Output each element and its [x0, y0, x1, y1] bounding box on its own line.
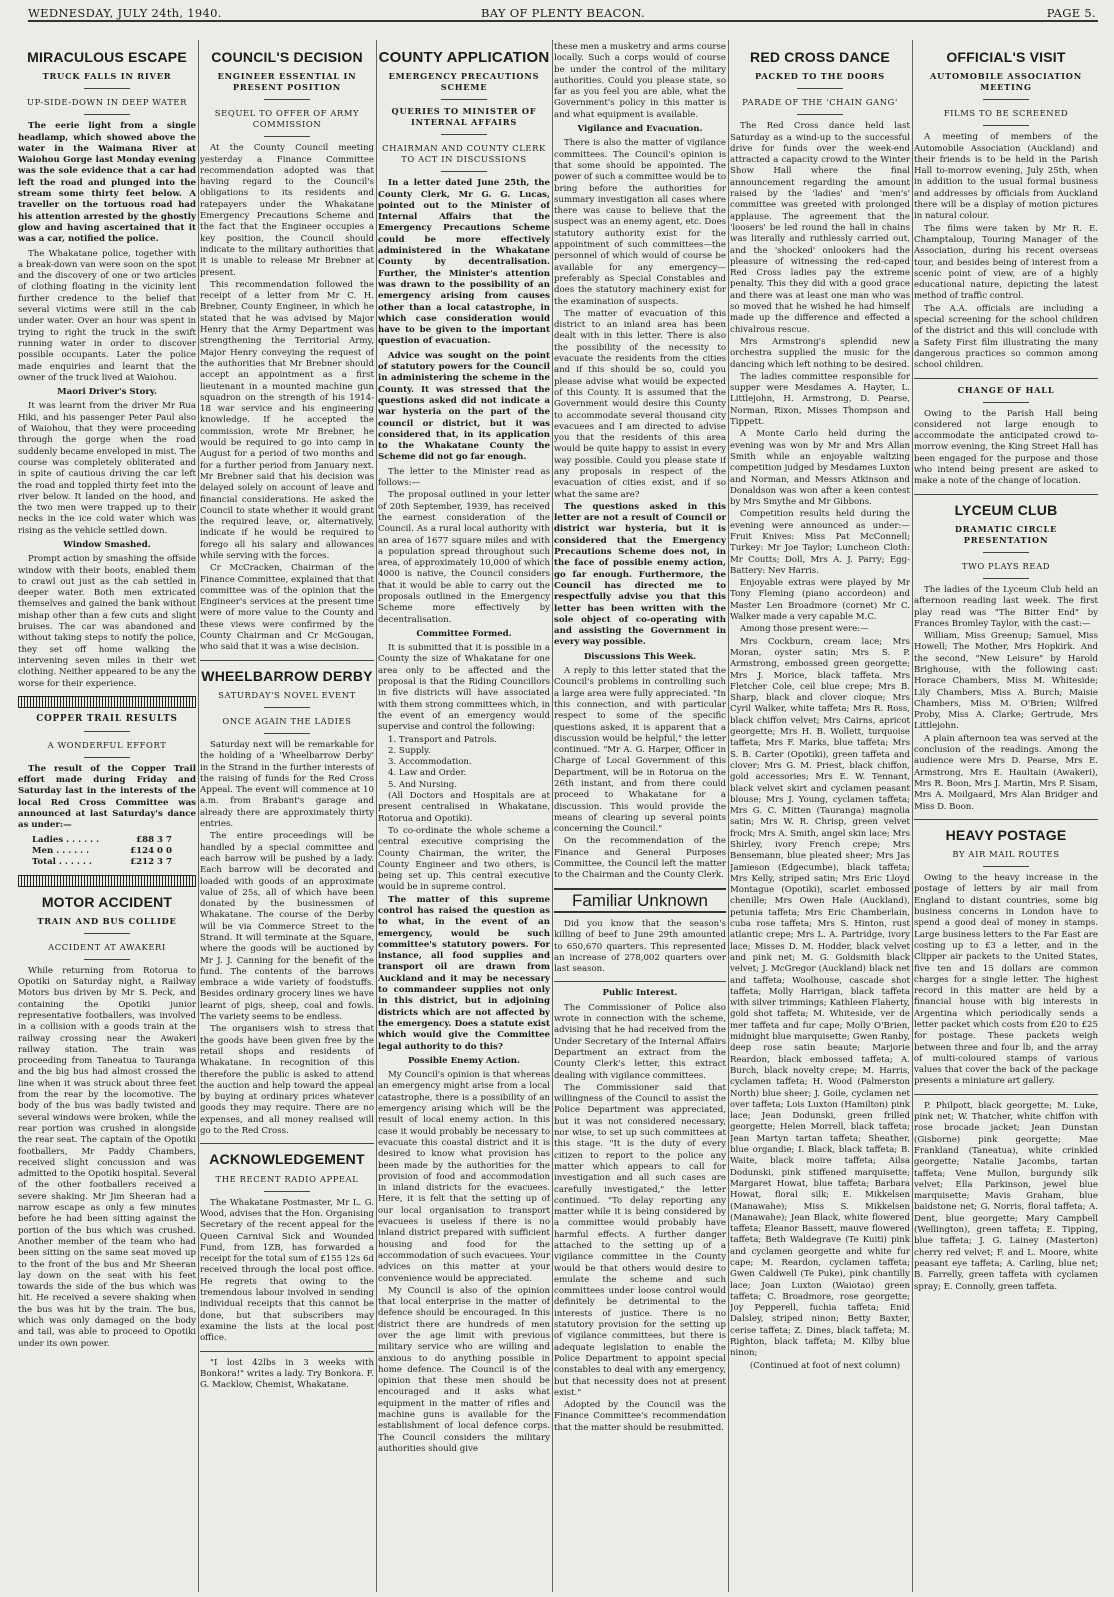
lead-paragraph: Advice was sought on the point of statutory powers for the Council in administering the scheme in the County. It was stressed that the questions asked did not indicate a war hysteria on the part of the council or district, but it was considered that, in its application to the Whakatane County the Scheme did not go far enough.: [378, 350, 550, 463]
paragraph: My Council's opinion is that whereas an emergency might arise from a local catastrophe, there is a possibility of an emergency arising which will be the result of local enemy action. In this case it would probably be necessary to evacuate this coastal district and it is desired to know what provision has been made by the authorities for the provision of food and accommodation in inland districts for the evacuees. Here, it is felt that the setting up of our local organisation to transport evacuees is useless if there is no inland district prepared with sufficient housing and food for the accommodation of such evacuees. Your advices on this matter at your convenience would be appreciated.: [378, 1070, 550, 1284]
paragraph: The Whakatane Postmaster, Mr L. G. Wood, advises that the Hon. Organising Secretary of the recent appeal for the Queen Carnival Sick and Wounded Fund, from 1ZB, has forwarded a receipt for the total sum of £155 12s 6d received through the local post office. He regrets that owing to the tremendous labour involved in sending individual receipts that this cannot be done, but that subscribers may examine the lists at the local post office.: [200, 1197, 374, 1344]
column-3: [378, 42, 550, 1592]
paragraph: P. Philpott, black georgette; M. Luke, pink net; W. Thatcher, white chiffon with rose brocade jacket; Jean Dunstan (Gisborne) pink georgette; Mae Frankland (Taneatua), white crinkled georgette; Natalie Jacombs, tartan taffeta; Vene Mullon, burgundy silk velvet; Ella Parkinson, jewel blue marquisette; Mavis Graham, blue baidstone net; G. Norris, floral taffeta; A. Dent, blue georgette; Mary Campbell (Wellington), green taffeta; E. Tipping, blue taffeta; J. G. Lainey (Masterton) cherry red velvet; F. and L. Moore, white peasant eye taffeta; A. Carling, blue net; B. Farrelly, green taffeta with cyclamen spray; E. Connolly, green taffeta.: [914, 1100, 1098, 1292]
divider: [264, 1191, 310, 1192]
paragraph: Prompt action by smashing the offside window with their boots, enabled them to crawl out just as the cab settled in deeper water. Both men extricated themselves and gained the bank without mishap other than a few cuts and slight bruises. The car was abandoned and without taking steps to notify the police, they set off home walking the intervening seven miles in their wet clothing. Neither appeared to be any the worse for their experience.: [18, 554, 196, 689]
masthead: BAY OF PLENTY BEACON.: [480, 6, 645, 20]
paragraph: The Commissioner said that willingness of the Council to assist the Police Department was appreciated, but it was not considered necessary, nor wise, to set up such committees at this stage. "It is the duty of every citizen to report to the police any matter which appears to call for investigation and all such cases are carefully investigated," the letter continued. "To delay reporting any matter while it is being considered by a committee would probably have harmful effects. A further danger attached to the setting up of a vigilance committee in the County would be that others would desire to emulate the scheme and such committees under loose control would definitely be detrimental to the interests of justice. There is no statutory provision for the setting up of vigilance committees, but there is adequate legislation to enable the Police Department to appoint special constables to deal with any emergency, but that necessity does not at present exist.": [554, 1082, 726, 1398]
headline-miraculous-escape: MIRACULOUS ESCAPE: [27, 49, 187, 65]
paragraph: Adopted by the Council was the Finance Committee's recommendation that the matter should be resubmitted.: [554, 1400, 726, 1433]
paragraph: Among those present were:—: [740, 624, 869, 635]
subhead: ACCIDENT AT AWAKERI: [48, 941, 166, 952]
subhead: UP-SIDE-DOWN IN DEEP WATER: [26, 97, 188, 108]
paragraph: The A.A. officials are including a special screening for the school children of the district and this will conclude with a Safety First film illustrating the many dangerous practices so common among school children.: [914, 303, 1098, 371]
headline-councils-decision: COUNCIL'S DECISION: [211, 49, 363, 65]
paragraph: It was learnt from the driver Mr Rua Hiki, and his passenger Peter Paul also of Waiohou, that they were proceeding through the gorge when the road suddenly became enveloped in mist. The course was completely obliterated and in spite of cautious driving the car left the road and toppled thirty feet into the river below. It landed on the hood, and the two men were trapped up to their necks in the ice cold water which was rising as the vehicle settled down.: [18, 401, 196, 536]
column-5: [730, 42, 910, 1592]
paragraph: It is submitted that it is possible in a County the size of Whakatane for one area only to be affected and the proposal is that the Riding Councillors in five districts will have associated with them strong committees which, in the event of an emergency would supervise and control the following:: [378, 643, 550, 733]
headline-lyceum-club: LYCEUM CLUB: [954, 501, 1058, 518]
paragraph: This recommendation followed the receipt of a letter from Mr C. H. Brebner, County Engineer, in which he stated that he was advised by Major Henry that the Army Department was strengthening the Territorial Army, Major Henry conveying the request of the authorities that Mr Brebner should accept an appointment as a first lieutenant in a mounted machine gun squadron on the strength of his 1914-18 war service and his engineering knowledge. If he accepted the commission, wrote Mr Brebner, he would be required to go into camp in August for a period of two months and for a further period from January next. Mr Brebner said that his decision was delayed solely on account of leave and financial considerations. He asked the Council to state whether it would grant the required leave, or, alternatively, indicate if he would be required to forego all his salary and allowances while serving with the forces.: [200, 279, 374, 561]
divider: [84, 731, 130, 732]
paragraph: The ladies committee responsible for supper were Mesdames A. Hayter, L. Littlejohn, H. Armstrong, D. Pearse, Norman, Rixon, Misses Thompson and Tippett.: [730, 371, 910, 428]
headline-red-cross-dance: RED CROSS DANCE: [750, 49, 890, 65]
column-rule: [376, 40, 377, 1592]
headline-change-of-hall: CHANGE OF HALL: [957, 384, 1055, 395]
subhead: CHAIRMAN AND COUNTY CLERK TO ACT IN DISCUSSIONS: [382, 143, 546, 165]
headline-motor-accident: MOTOR ACCIDENT: [41, 893, 173, 910]
column-2: [200, 42, 374, 1592]
divider: [84, 114, 130, 115]
divider: [264, 136, 310, 137]
divider: [441, 171, 487, 172]
divider: [84, 959, 130, 960]
section-heading: Maori Driver's Story.: [57, 387, 157, 398]
headline-officials-visit: OFFICIAL'S VISIT: [946, 49, 1066, 65]
paragraph: these men a musketry and arms course locally. Such a corps would of course be under the control of the military authorities. Could you please state, so far as you feel you are able, what the Government's policy in this matter is and what equipment is available.: [554, 42, 726, 120]
section-heading: Possible Enemy Action.: [407, 1055, 521, 1066]
divider: [264, 733, 310, 734]
divider: [264, 707, 310, 708]
subhead: TRUCK FALLS IN RIVER: [42, 71, 172, 82]
section-heading: Committee Formed.: [416, 628, 512, 639]
lead-paragraph: The matter of this supreme control has raised the question as to what, in the event of an emergency, would be such committee's statutory powers. For instance, all food supplies and transport oil are drawn from Auckland and it may be necessary to commandeer supplies not only in this district, but in adjoining districts which are not affected by the emergency. Does a statute exist which would give the Committee legal authority to do this?: [378, 894, 550, 1052]
divider: [983, 552, 1029, 553]
lead-paragraph: The questions asked in this letter are not a result of Council or district war hysteria, but it is considered that the Emergency Precautions Scheme does not, in the face of possible enemy action, go far enough. Furthermore, the Council has directed me to respectfully advise you that this letter has been written with the sole object of co-operating with and assisting the Government in every way possible.: [554, 501, 726, 648]
divider: [983, 402, 1029, 403]
divider: [914, 819, 1098, 820]
paragraph: While returning from Rotorua to Opotiki on Saturday night, a Railway Motors bus driven by Mr S. Peck, and containing the Opotiki junior representative footballers, was involved in a collision with a goods train at the railway crossing near the Awakeri railway station. The train was proceeding from Taneatua to Tauranga and the big bus had almost crossed the line when it was struck about three feet from the rear by the locomotive. The body of the bus was badly twisted and several windows were broken, while the rear portion was crushed in alongside the rear seat. The captain of the Opotiki footballers, Mr Paddy Chambers, received slight concussion and was admitted to the Opotiki hospital. Several of the other footballers received a severe shaking. Mr Jim Sheeran had a narrow escape as only a few minutes before he had been sitting against the portion of the bus which was crushed. Another member of the team who had been sitting on the same seat moved up to the front of the bus and Mr Sheeran lay down on the seat with his feet towards the side of the bus which was hit. He received a severe shaking when the bus was hit by the train. The bus, which was only damaged on the body and tail, was able to proceed to Opotiki under its own power.: [18, 965, 196, 1349]
divider: [983, 125, 1029, 126]
column-rule: [728, 40, 729, 1592]
divider: [914, 1094, 1098, 1095]
paragraph: Cr McCracken, Chairman of the Finance Committee, explained that that committee was of the opinion that the Engineer's services at the present time were of more value to the County and these views were confirmed by the County Chairman and Cr McGougan, who said that it was a wise decision.: [200, 563, 374, 653]
divider: [264, 99, 310, 100]
paragraph: The entire proceedings will be handled by a special committee and each barrow will be pushed by a lady. Each barrow will be decorated and loaded with goods of an approximate value of 25s, all of which have been donated by the businessmen of Whakatane. The course of the Derby will be via Commerce Street to the Strand. It will terminate at the Square, where the goods will be auctioned by Mr J. J. Canning for the benefit of the fund. The contents of the barrows embrace a wide variety of foodstuffs. Besides ordinary grocery lines we have learnt of pigs, sheep, coal and fowls. The variety seems to be endless.: [200, 831, 374, 1023]
section-heading: Vigilance and Evacuation.: [577, 124, 703, 135]
table-row: Men . . . . . . £124 0 0: [32, 845, 172, 856]
paragraph: The organisers wish to stress that the goods have been given free by the retail shops and residents of Whakatane. In recognition of this therefore the public is asked to attend the auction and help toward the appeal by buying at ordinary prices whatever goods they may require. There are no expenses, and all money realised will go to the Red Cross.: [200, 1024, 374, 1137]
divider: [554, 981, 726, 982]
paragraph: A reply to this letter stated that the Council's problems in controlling such a large area were fully appreciated. "In this connection, and with particular respect to some of the specific questions asked, it is apparent that a discussion would be helpful," the letter continued. "Mr A. G. Harper, Officer in Charge of Local Government of this Department, will be in Rotorua on the 26th instant, and from there could proceed to Whakatane for a discussion. This would provide the means of clearing up several points concerning the Council.": [554, 666, 726, 835]
numbered-list: [378, 735, 550, 791]
paragraph: On the recommendation of the Finance and General Purposes Committee, the Council left the matter to the Chairman and the County Clerk.: [554, 836, 726, 881]
divider: [200, 660, 374, 661]
list-item: 3. Accommodation.: [388, 757, 472, 768]
ornamental-band: [18, 875, 196, 887]
divider: [200, 1351, 374, 1352]
paragraph: The Commissioner of Police also wrote in connection with the scheme, advising that he had received from the Under Secretary of the Internal Affairs Department an extract from the County Clerk's letter, this extract dealing with vigilance committees.: [554, 1002, 726, 1081]
paragraph: Enjoyable extras were played by Mr Tony Fleming (piano accordeon) and Master Len Broadmore (cornet) Mr C. Walker made a very capable M.C.: [730, 578, 910, 623]
paragraph: Owing to the heavy increase in the postage of letters by air mail from England to distant countries, some big business concerns in London have to spend a good deal of money in stamps. Large business letters to the Far East are costing up to £3 a letter, and in the Clipper air packets to the United States, five ten and 15 dollars are common charges for a single letter. The highest record in this matter are held by a financial house with big interests in Argentina which periodically sends a letter packet which costs from £20 to £25 for postage. These packets weigh between three and four lb, and the array of multi-coloured stamps of various values that cover the back of the package presents a miniature art gallery.: [914, 873, 1098, 1087]
divider: [983, 578, 1029, 579]
paragraph: The ladies of the Lyceum Club held an afternoon reading last week. The first play read was "The Bitter End" by Frances Bromley Taylor, with the cast:—: [914, 584, 1098, 629]
headline-acknowledgement: ACKNOWLEDGEMENT: [209, 1151, 365, 1168]
divider: [84, 933, 130, 934]
subhead: AUTOMOBILE ASSOCIATION MEETING: [929, 71, 1083, 93]
lead-paragraph: The result of the Copper Trail effort made during Friday and Saturday last in the interests of the local Red Cross Committee was announced at last Saturday's dance as under:—: [18, 763, 196, 831]
table-row: Total . . . . . . £212 3 7: [32, 857, 172, 868]
subhead: PARADE OF THE 'CHAIN GANG': [742, 97, 898, 108]
subhead: DRAMATIC CIRCLE PRESENTATION: [954, 523, 1058, 545]
continuation-note: (Continued at foot of next column): [749, 1360, 901, 1371]
divider: [914, 378, 1098, 379]
paragraph: Saturday next will be remarkable for the holding of a 'Wheelbarrow Derby' in the Strand in the further interests of the raising of funds for the Red Cross Appeal. The event will commence at 10 a.m. from Brabant's garage and already there are approximately thirty entries.: [200, 739, 374, 830]
divider: [797, 88, 843, 89]
results-table: [18, 835, 196, 869]
advertisement: "I lost 42lbs in 3 weeks with Bonkora!" writes a lady. Try Bonkora. F. G. Macklow, Chemist, Whakatane.: [200, 1357, 374, 1391]
paragraph: Competition results held during the evening were announced as under:—Fruit Knives: Miss Pat McConnell; Turkey: Mr Joe Taylor; Luncheon Cloth: Mr Coutts; Doll, Mrs A. J. Parry; Egg-Battery: Nev Harris.: [730, 509, 910, 576]
lead-paragraph: The eerie light from a single headlamp, which showed above the water in the Waimana River at Waiohou Gorge last Monday evening was the sole evidence that a car had left the road and plunged into the stream some thirty feet below. A traveller on the tortuous road had his attention arrested by the ghostly glow and having ascertained that it was a car, notified the police.: [18, 121, 196, 245]
table-row: Ladies . . . . . . £88 3 7: [32, 834, 172, 845]
headline-wheelbarrow-derby: WHEELBARROW DERBY: [201, 667, 373, 684]
headline-copper-trail: COPPER TRAIL RESULTS: [36, 713, 178, 724]
subhead: FILMS TO BE SCREENED: [943, 108, 1069, 119]
page-header: [28, 4, 1098, 22]
paragraph: Did you know that the season's killing of beef to June 29th amounted to 650,670 quarters. This represented an increase of 278,002 quarters over last season.: [554, 918, 726, 975]
subhead: ONCE AGAIN THE LADIES: [222, 715, 352, 726]
paragraph: The Whakatane police, together with a break-down van were soon on the spot and the discovery of one or two articles of clothing floating in the vicinity lent further credence to the belief that several victims were still in the cab under water. Over an hour was spent in trying to right the truck in the swift running water in order to discover possible occupants. Later the police made enquiries and learnt that the owner of the truck lived at Waiohou.: [18, 248, 196, 383]
divider: [914, 494, 1098, 495]
lead-paragraph: In a letter dated June 25th, the County Clerk, Mr G. G. Lucas, pointed out to the Minister of Internal Affairs that the Emergency Precautions Scheme could be more effectively administered in the Whakatane County by decentralisation. Further, the Minister's attention was drawn to the possibility of an emergency arising from causes other than a local catastrophe, in which case consideration would have to be given to the important question of evacuation.: [378, 178, 550, 347]
page-number: PAGE 5.: [1046, 6, 1096, 20]
divider: [983, 99, 1029, 100]
subhead: PACKED TO THE DOORS: [754, 71, 885, 82]
divider: [983, 866, 1029, 867]
paragraph: A plain afternoon tea was served at the conclusion of the readings. Among the audience were Mrs D. Pearse, Mrs E. Armstrong, Mrs E. Haultain (Awakeri), Mrs R. Boon, Mrs J. Martin, Mrs P. Sisam, Mrs A. Moilgaard, Mrs Alan Bridger and Miss D. Boon.: [914, 733, 1098, 812]
divider: [84, 88, 130, 89]
divider: [441, 134, 487, 135]
column-rule: [912, 40, 913, 1592]
paragraph: The Red Cross dance held last Saturday as a wind-up to the successful drive for funds over the week-end attracted a capacity crowd to the Winter Show Hall where the final announcement regarding the amount raised by the 'ladies' and 'men's' committee was greeted with prolonged applause. The agreement that the 'loosers' be led round the hall in chains was literally and ruthlessly carried out, and the 'shocked' onlookers had the pleasure of witnessing the red-caped Red Cross ladies pay the extreme penalty. This they did with a good grace and there was at least one man who was so moved that he wished he had himself made up the difference and effected a chivalrous rescue.: [730, 121, 910, 335]
subhead: ENGINEER ESSENTIAL IN PRESENT POSITION: [217, 71, 357, 93]
divider: [441, 99, 487, 100]
paragraph: Mrs Cockburn, cream lace; Mrs Moran, oyster satin; Mrs S. P. Armstrong, embossed green georgette; Mrs J. Morice, black taffeta. Mrs Fletcher Cole, ceil blue crepe; Mrs B. Sharp, black and clover cloque; Mrs Cyril Walker, white taffeta; Mrs R. Ross, black chiffon velvet; Mrs Cairns, apricot georgette; Mrs H. B. Wollett, turquoise taffeta; Mrs F. Marks, blue taffeta; Mrs S. B. Carter (Opotiki), green taffeta and clover; Mrs G. M. Priest, black chiffon, gold accessories; Mrs E. W. Tennant, black velvet skirt and cyclamen peasant blouse; Mrs J. Young, cyclamen taffeta; Mrs G. C. Mitten (Tauranga) magnolia satin; Mrs W. R. Chrisp, green velvet frock; Mrs A. Smith, angel skin lace; Mrs Shirley, ivory French crepe; Mrs Bensemann, blue pleated sheer; Mrs Jas Jamieson (Edgecumbe), black taffeta; Mrs Kelly, striped satin; Mrs Eric Lloyd Montague (Opotiki), scarlet embossed chenille; Mrs Owen Hale (Auckland), petunia taffeta; Mrs Eric Chamberlain, cuba rose taffeta; Mrs S. Hinton, rust atlantic crepe; Mrs L. A. Partridge, ivory lace; Misses D. M. Hodder, black velvet and pink net; M. G. Goldsmith black velvet; J. McGregor (Auckland) black net and taffeta; Woolhouse, cascade shot taffeta; Molly Harrigan, black taffeta with silver trimmings; Kathleen Flaherty, gold shot taffeta; M. Whiteside, ver de mer taffeta and fur cape; Molly O'Brien, midnight blue marquisette; Gwen Ranby, deep rose satin beaute; Marjorie Reardon, black embossed taffeta; A. Burch, black novelty crepe; M. Harris, cyclamen taffeta; H. Wood (Palmerston North) blue sheer; J. Goile, cyclamen net over taffeta; Lois Luxton (Hamilton) pink lace; Jean Dodunski, green frilled georgette; Helen Morrell, black taffeta; Jean Martyn tartan taffeta; Sheather, blue organdie; I. Black, black taffeta; B. Waite, black moire taffeta; Ailsa Dodunski, pink stiffened marquisette; Margaret Howat, blue taffeta; Barbara Howat, floral silk; E. Mikkelsen (Manawahe); Miss S. Mikkelsen (Manawahe); Jean Black, white flowered taffeta; Eleanor Bassett, mauve flowered taffeta; Beth Waldegrave (Te Kuiti) pink and cyclamen georgette and white fur cape; M. Reardon, cyclamen taffeta; Gwen Caldwell (Te Puke), pink chantilly lace; Joan Luxton (Waiotao) green taffeta; C. Broadmore, rose georgette; Joy Pepperell, fuchia taffeta; Enid Dalsley, striped ninon; Betty Baxter, cerise taffeta; Z. Dines, black taffeta; M. Righton, black taffeta; M. Kilby blue ninon;: [730, 636, 910, 1359]
paragraph: (All Doctors and Hospitals are at present centralised in Whakatane, Rotorua and Opotiki).: [378, 791, 550, 824]
divider: [797, 114, 843, 115]
column-1: [18, 42, 196, 1592]
paragraph: A Monte Carlo held during the evening was won by Mr and Mrs Allan Smith while an enjoyable waltzing competition judged by Mesdames Luxton and Norman, and Messrs Atkinson and Donaldson was won after a keen contest by Mrs Smythe and Mr Gibbons.: [730, 429, 910, 508]
subhead: BY AIR MAIL ROUTES: [952, 849, 1060, 860]
paragraph: The films were taken by Mr R. E. Champtaloup, Touring Manager of the Association, during his recent overseas tour, and besides being of interest from a scenic point of view, are of a highly educational nature, depicting the latest method of traffic control.: [914, 223, 1098, 302]
paragraph: Mrs Armstrong's splendid new orchestra supplied the music for the dancing which left nothing to be desired.: [730, 336, 910, 370]
list-item: 2. Supply.: [388, 745, 431, 756]
headline-county-application: COUNTY APPLICATION: [378, 49, 550, 66]
paragraph: There is also the matter of vigilance committees. The Council's opinion is that some should be appointed. The power of such a committee would be to bring before the authorities for summary investigation all cases where there was cause to believe that the suspect was an enemy agent, etc. Does statutory authority exist for the appointment of such committees—the personnel of which would of course be available for any emergency—preferably as Special Constables and does the statutory machinery exist for the examination of suspects.: [554, 138, 726, 307]
list-item: 1. Transport and Patrols.: [388, 734, 497, 745]
paragraph: William, Miss Greenup; Samuel, Miss Howell; The Mother, Mrs Hopkirk. And the second, "New Leisure" by Harold Brighouse, with the following cast: Horace Chambers, Miss M. Whiteside; Lily Chambers, Miss A. Burch; Maisie Chambers, Miss M. O'Brien; Wilfred Proby, Miss A. Clarke; Gertrude, Mrs Littlejohn.: [914, 631, 1098, 732]
paragraph: My Council is also of the opinion that local enterprise in the matter of defence should be encouraged. In this district there are hundreds of men over the age limit with previous military service who are willing and anxious to do anything possible in home defence. The Council is of the opinion that these men should be encouraged and it asks what equipment in the matter of rifles and machine guns is available for the establishment of local defence corps. The Council considers the military authorities should give: [378, 1285, 550, 1454]
paragraph: To co-ordinate the whole scheme a central executive comprising the County Chairman, the writer, the County Engineer and two others, is being set up. This central executive would be in supreme control.: [378, 825, 550, 893]
headline-heavy-postage: HEAVY POSTAGE: [945, 826, 1067, 843]
divider: [200, 1143, 374, 1144]
paragraph: The proposal outlined in your letter of 20th September, 1939, has received the earnest consideration of the Council. As a rural local authority with an area of 1677 square miles and with a population spread throughout such area, of approximately 10,000 of which 4000 is native, the Council considers that it would be able to carry out the proposals outlined in the Emergency Scheme more effectively by decentralisation.: [378, 490, 550, 625]
subhead: A WONDERFUL EFFORT: [47, 739, 167, 750]
paragraph: The letter to the Minister read as follows:—: [378, 466, 550, 489]
paragraph: A meeting of members of the Automobile Association (Auckland) and their friends is to be held in the Parish Hall to-morrow evening, July 25th, when in addition to the usual formal business and addresses by officials from Auckland there will be a display of motion pictures in natural colour.: [914, 132, 1098, 222]
divider: [84, 757, 130, 758]
section-heading: Public Interest.: [602, 988, 678, 999]
subhead: THE RECENT RADIO APPEAL: [215, 1173, 359, 1184]
section-heading: Discussions This Week.: [583, 651, 697, 662]
subhead: TRAIN AND BUS COLLIDE: [37, 915, 177, 926]
column-rule: [198, 40, 199, 1592]
paragraph: The matter of evacuation of this district to an inland area has been dealt with in this letter. There is also the possibility of the necessity to evacuate the residents from the cities and if this should be so, could you please advise what would be expected of this County. It is assumed that the Government would desire this County to accommodate several thousand city evacuees and I am directed to advise you that the residents of this area would be quite happy to assist in every way possible. Could you please state if any proposals in respect of the evacuation of cities exist, and if so what the same are?: [554, 308, 726, 500]
headline-familiar-unknown: Familiar Unknown: [554, 888, 726, 913]
column-6: [914, 42, 1098, 1592]
column-4: [554, 42, 726, 1592]
section-heading: Window Smashed.: [63, 539, 151, 550]
paragraph: At the County Council meeting yesterday a Finance Committee recommendation adopted was that having regard to the Council's obligations to its residents and ratepayers under the Whakatane Emergency Precautions Scheme and the fact that the Engineer occupies a key position, the Council should indicate to the military authorities that it is unable to release Mr Brebner at present.: [200, 143, 374, 278]
subhead: SEQUEL TO OFFER OF ARMY COMMISSION: [214, 108, 360, 130]
list-item: 5. And Nursing.: [388, 779, 457, 790]
issue-date: WEDNESDAY, JULY 24th, 1940.: [28, 6, 222, 20]
ornamental-band: [18, 696, 196, 708]
subhead: TWO PLAYS READ: [961, 560, 1051, 571]
list-item: 4. Law and Order.: [388, 768, 467, 779]
paragraph: Owing to the Parish Hall being considered not large enough to accommodate the anticipated crowd to-morrow evening, the King Street Hall has been engaged for the purpose and those who intend being present are asked to make a note of the change of location.: [914, 408, 1098, 487]
column-rule: [552, 40, 553, 1592]
subhead: QUERIES TO MINISTER OF INTERNAL AFFAIRS: [391, 106, 537, 128]
subhead: EMERGENCY PRECAUTIONS SCHEME: [388, 71, 540, 93]
subhead: SATURDAY'S NOVEL EVENT: [218, 689, 356, 700]
